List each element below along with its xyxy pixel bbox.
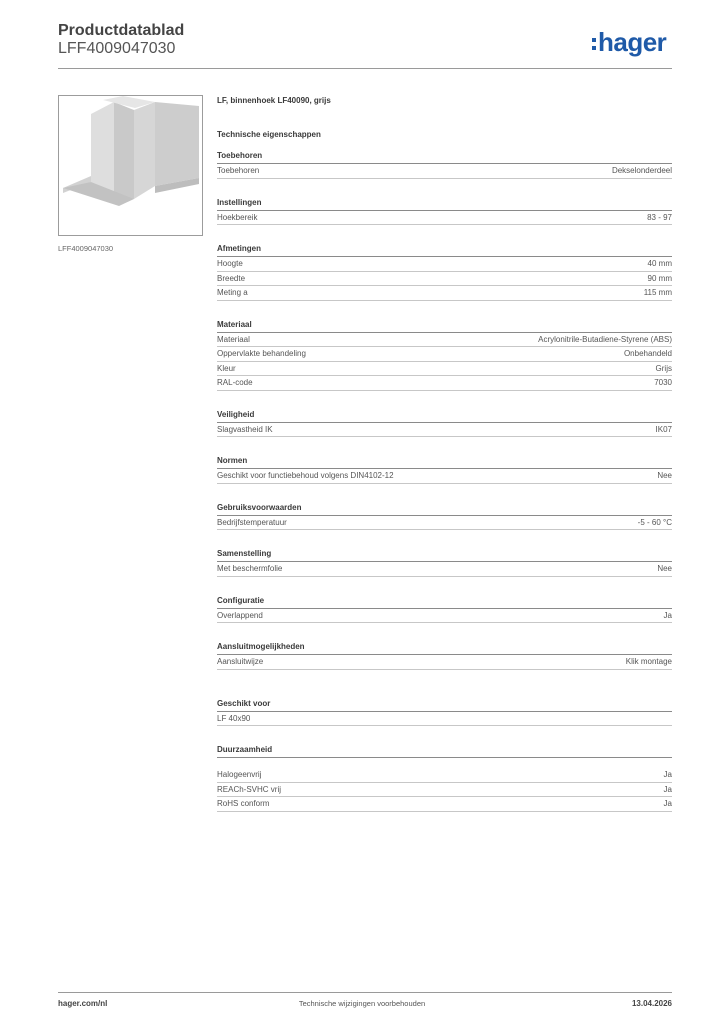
group-title: Afmetingen xyxy=(217,237,672,257)
spec-group-toebehoren xyxy=(217,144,672,179)
spec-value: Ja xyxy=(663,610,672,620)
spec-label: Hoogte xyxy=(217,259,243,268)
spec-value: 83 - 97 xyxy=(647,212,672,222)
spec-row xyxy=(217,562,672,577)
spec-content xyxy=(217,96,672,812)
spec-value: Ja xyxy=(663,784,672,794)
spec-value: Dekselonderdeel xyxy=(611,166,672,175)
spec-row xyxy=(217,211,672,226)
spec-label: RAL-code xyxy=(217,378,253,387)
spec-label: RoHS conform xyxy=(217,799,270,808)
spec-row xyxy=(217,164,672,179)
spec-label: Meting a xyxy=(217,288,248,297)
spec-row xyxy=(217,516,672,531)
spec-row xyxy=(217,376,672,391)
spec-row xyxy=(217,783,672,798)
spec-label: Geschikt voor functiebehoud volgens DIN4102-12 xyxy=(217,471,394,480)
product-name: LF, binnenhoek LF40090, grijs xyxy=(217,96,331,105)
spec-value: Ja xyxy=(663,770,672,779)
spec-value: IK07 xyxy=(655,424,672,434)
spec-row xyxy=(217,469,672,484)
spec-label: Toebehoren xyxy=(217,166,260,175)
spec-row xyxy=(217,609,672,624)
spec-row xyxy=(217,423,672,438)
group-title: Geschikt voor xyxy=(217,692,672,712)
spec-label: Slagvastheid IK xyxy=(217,424,273,434)
spec-label: Oppervlakte behandeling xyxy=(217,349,306,358)
spec-label: Materiaal xyxy=(217,334,250,344)
footer-divider xyxy=(58,992,672,993)
spec-value: 90 mm xyxy=(647,273,672,283)
spec-group-veiligheid xyxy=(217,403,672,438)
spec-group-samenstelling xyxy=(217,542,672,577)
hager-logo xyxy=(592,27,666,58)
spec-group-gebruiksvoorwaarden xyxy=(217,496,672,531)
spec-group-configuratie xyxy=(217,589,672,624)
spec-label: REACh-SVHC vrij xyxy=(217,784,282,794)
spec-value: Nee xyxy=(657,564,672,573)
spec-row xyxy=(217,272,672,287)
spec-row xyxy=(217,333,672,348)
spec-group-afmetingen xyxy=(217,237,672,301)
group-title: Veiligheid xyxy=(217,403,672,423)
group-title: Aansluitmogelijkheden xyxy=(217,635,672,655)
spec-row xyxy=(217,347,672,362)
spec-row xyxy=(217,362,672,377)
spec-group-normen xyxy=(217,449,672,484)
spec-group-instellingen xyxy=(217,191,672,226)
group-title: Duurzaamheid xyxy=(217,738,672,758)
doc-title: Productdatablad xyxy=(58,22,185,39)
spec-group-aansluitmogelijkheden xyxy=(217,635,672,670)
group-title: Configuratie xyxy=(217,589,672,609)
footer-website-link[interactable]: hager.com/nl xyxy=(58,999,108,1008)
spec-value: Grijs xyxy=(655,363,672,373)
doc-subtitle: LFF4009047030 xyxy=(58,40,176,57)
spec-label: Met beschermfolie xyxy=(217,564,283,573)
spec-value: Onbehandeld xyxy=(623,349,672,358)
product-image xyxy=(58,95,203,236)
spec-label: Breedte xyxy=(217,273,246,283)
spec-row xyxy=(217,286,672,301)
spec-label: Halogeenvrij xyxy=(217,770,262,779)
group-title: Instellingen xyxy=(217,191,672,211)
spec-label: Overlappend xyxy=(217,610,263,620)
group-title: Materiaal xyxy=(217,313,672,333)
header-divider xyxy=(58,68,672,69)
group-title: Toebehoren xyxy=(217,144,672,164)
inner-corner-product-icon xyxy=(59,96,202,235)
spec-label: Kleur xyxy=(217,363,236,373)
spec-value: Klik montage xyxy=(625,657,672,666)
logo-text: hager xyxy=(598,27,667,57)
spec-label: Hoekbereik xyxy=(217,212,258,222)
spec-row xyxy=(217,768,672,783)
spec-label: Aansluitwijze xyxy=(217,657,264,666)
footer-date: 13.04.2026 xyxy=(631,999,672,1008)
spec-row xyxy=(217,797,672,812)
footer-disclaimer: Technische wijzigingen voorbehouden xyxy=(298,999,426,1008)
spec-row xyxy=(217,712,672,727)
spec-value: 115 mm xyxy=(643,288,672,297)
spec-value: 7030 xyxy=(654,378,672,387)
spec-value: -5 - 60 °C xyxy=(637,517,672,527)
spec-value: Nee xyxy=(657,471,672,480)
group-title: Gebruiksvoorwaarden xyxy=(217,496,672,516)
spec-group-materiaal xyxy=(217,313,672,391)
spec-value: Acrylonitrile-Butadiene-Styrene (ABS) xyxy=(538,334,672,344)
group-title: Normen xyxy=(217,449,672,469)
image-caption: LFF4009047030 xyxy=(58,244,114,253)
spec-value: Ja xyxy=(663,799,672,808)
sustainability-section xyxy=(217,738,672,812)
group-title: Samenstelling xyxy=(217,542,672,562)
spec-row xyxy=(217,655,672,670)
suitable-for-section xyxy=(217,692,672,727)
spec-label: LF 40x90 xyxy=(217,713,251,723)
logo-dots-icon xyxy=(592,36,596,52)
spec-value: 40 mm xyxy=(647,259,672,268)
section-heading: Technische eigenschappen xyxy=(217,130,321,139)
spec-row xyxy=(217,257,672,272)
spec-label: Bedrijfstemperatuur xyxy=(217,517,287,527)
